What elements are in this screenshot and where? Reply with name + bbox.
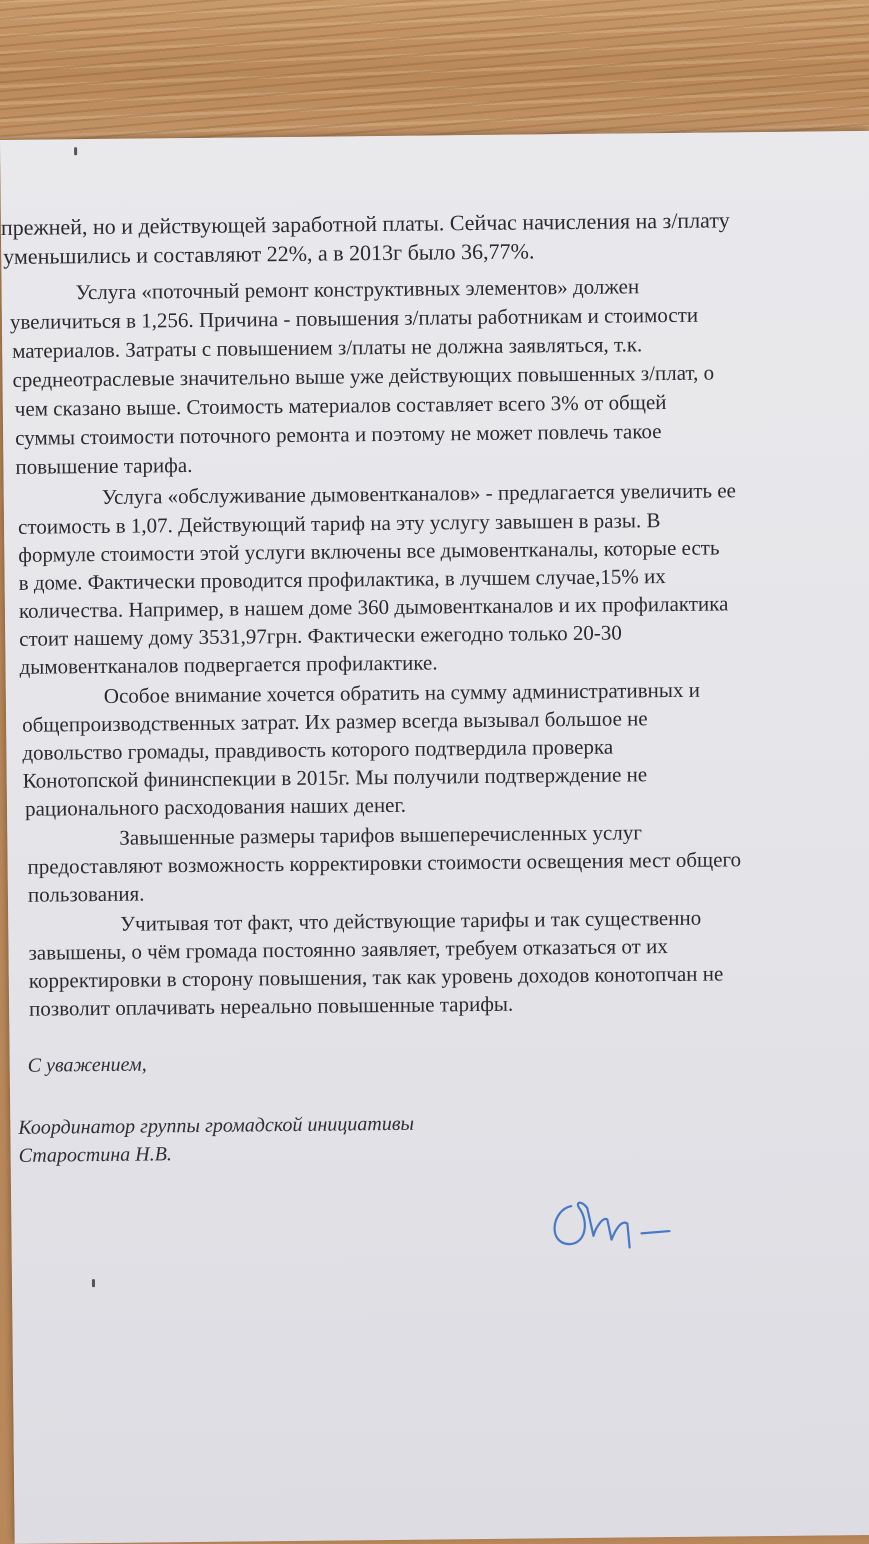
text-line: дымовентканалов подвергается профилактике. xyxy=(19,650,438,679)
signer-role: Координатор группы громадской инициативы xyxy=(18,1112,415,1139)
text-line: позволит оплачивать нереально повышенные тарифы. xyxy=(28,991,514,1021)
document-page xyxy=(0,131,869,1544)
text-line: чем сказано выше. Стоимость материалов составляет всего 3% от общей xyxy=(14,390,667,421)
text-line: количества. Например, в нашем доме 360 дымовентканалов и их профилактика xyxy=(18,591,729,623)
text-line: увеличиться в 1,256. Причина - повышения з/платы работникам и стоимости xyxy=(9,302,699,334)
text-line: прежней, но и действующей заработной платы. Сейчас начисления на з/плату xyxy=(0,207,730,240)
paragraph-start: Услуга «поточный ремонт конструктивных элементов» должен xyxy=(75,274,640,305)
signer-name: Старостина Н.В. xyxy=(18,1143,172,1167)
text-line: общепроизводственных затрат. Их размер всегда вызывал большое не xyxy=(21,706,648,737)
text-line: довольство громады, правдивость которого подтвердила проверка xyxy=(22,734,614,765)
text-line: завышены, о чём громада постоянно заявляет, требуем отказаться от их xyxy=(28,934,668,965)
text-line: в доме. Фактически проводится профилактика, в лучшем случае,15% их xyxy=(18,564,666,595)
text-line: суммы стоимости поточного ремонта и поэтому не может повлечь такое xyxy=(14,419,662,450)
paper-mark xyxy=(92,1279,95,1287)
text-line: уменьшились и составляют 22%, а в 2013г было 36,77%. xyxy=(3,238,535,269)
paragraph-start: Услуга «обслуживание дымовентканалов» - предлагается увеличить ее xyxy=(101,478,737,509)
closing-greeting: С уважением, xyxy=(27,1053,147,1077)
paragraph-start: Завышенные размеры тарифов вышеперечисленных услуг xyxy=(119,820,643,850)
text-line: стоит нашему дому 3531,97грн. Фактически ежегодно только 20-30 xyxy=(19,620,622,651)
text-line: пользования. xyxy=(27,881,145,907)
paragraph-start: Особое внимание хочется обратить на сумму административных и xyxy=(103,677,701,708)
text-line: предоставляют возможность корректировки стоимости освещения мест общего xyxy=(27,847,742,879)
text-line: материалов. Затраты с повышением з/платы не должна заявляться, т.к. xyxy=(12,332,643,363)
text-line: корректировки в сторону повышения, так как уровень доходов конотопчан не xyxy=(28,961,724,993)
text-line: рационального расходования наших денег. xyxy=(24,792,407,821)
text-line: повышение тарифа. xyxy=(15,453,193,479)
text-line: формуле стоимости этой услуги включены все дымовентканалы, которые есть xyxy=(18,535,720,567)
paper-mark xyxy=(74,147,77,155)
text-line: Конотопской фининспекции в 2015г. Мы получили подтверждение не xyxy=(22,762,648,793)
text-line: среднеотраслевые значительно выше уже действующих повышенных з/плат, о xyxy=(12,360,715,392)
wooden-desk-background xyxy=(0,0,869,150)
paragraph-start: Учитывая тот факт, что действующие тарифы и так существенно xyxy=(120,905,702,936)
handwritten-signature xyxy=(541,1185,712,1267)
text-line: стоимость в 1,07. Действующий тариф на эту услугу завышен в разы. В xyxy=(17,508,661,539)
